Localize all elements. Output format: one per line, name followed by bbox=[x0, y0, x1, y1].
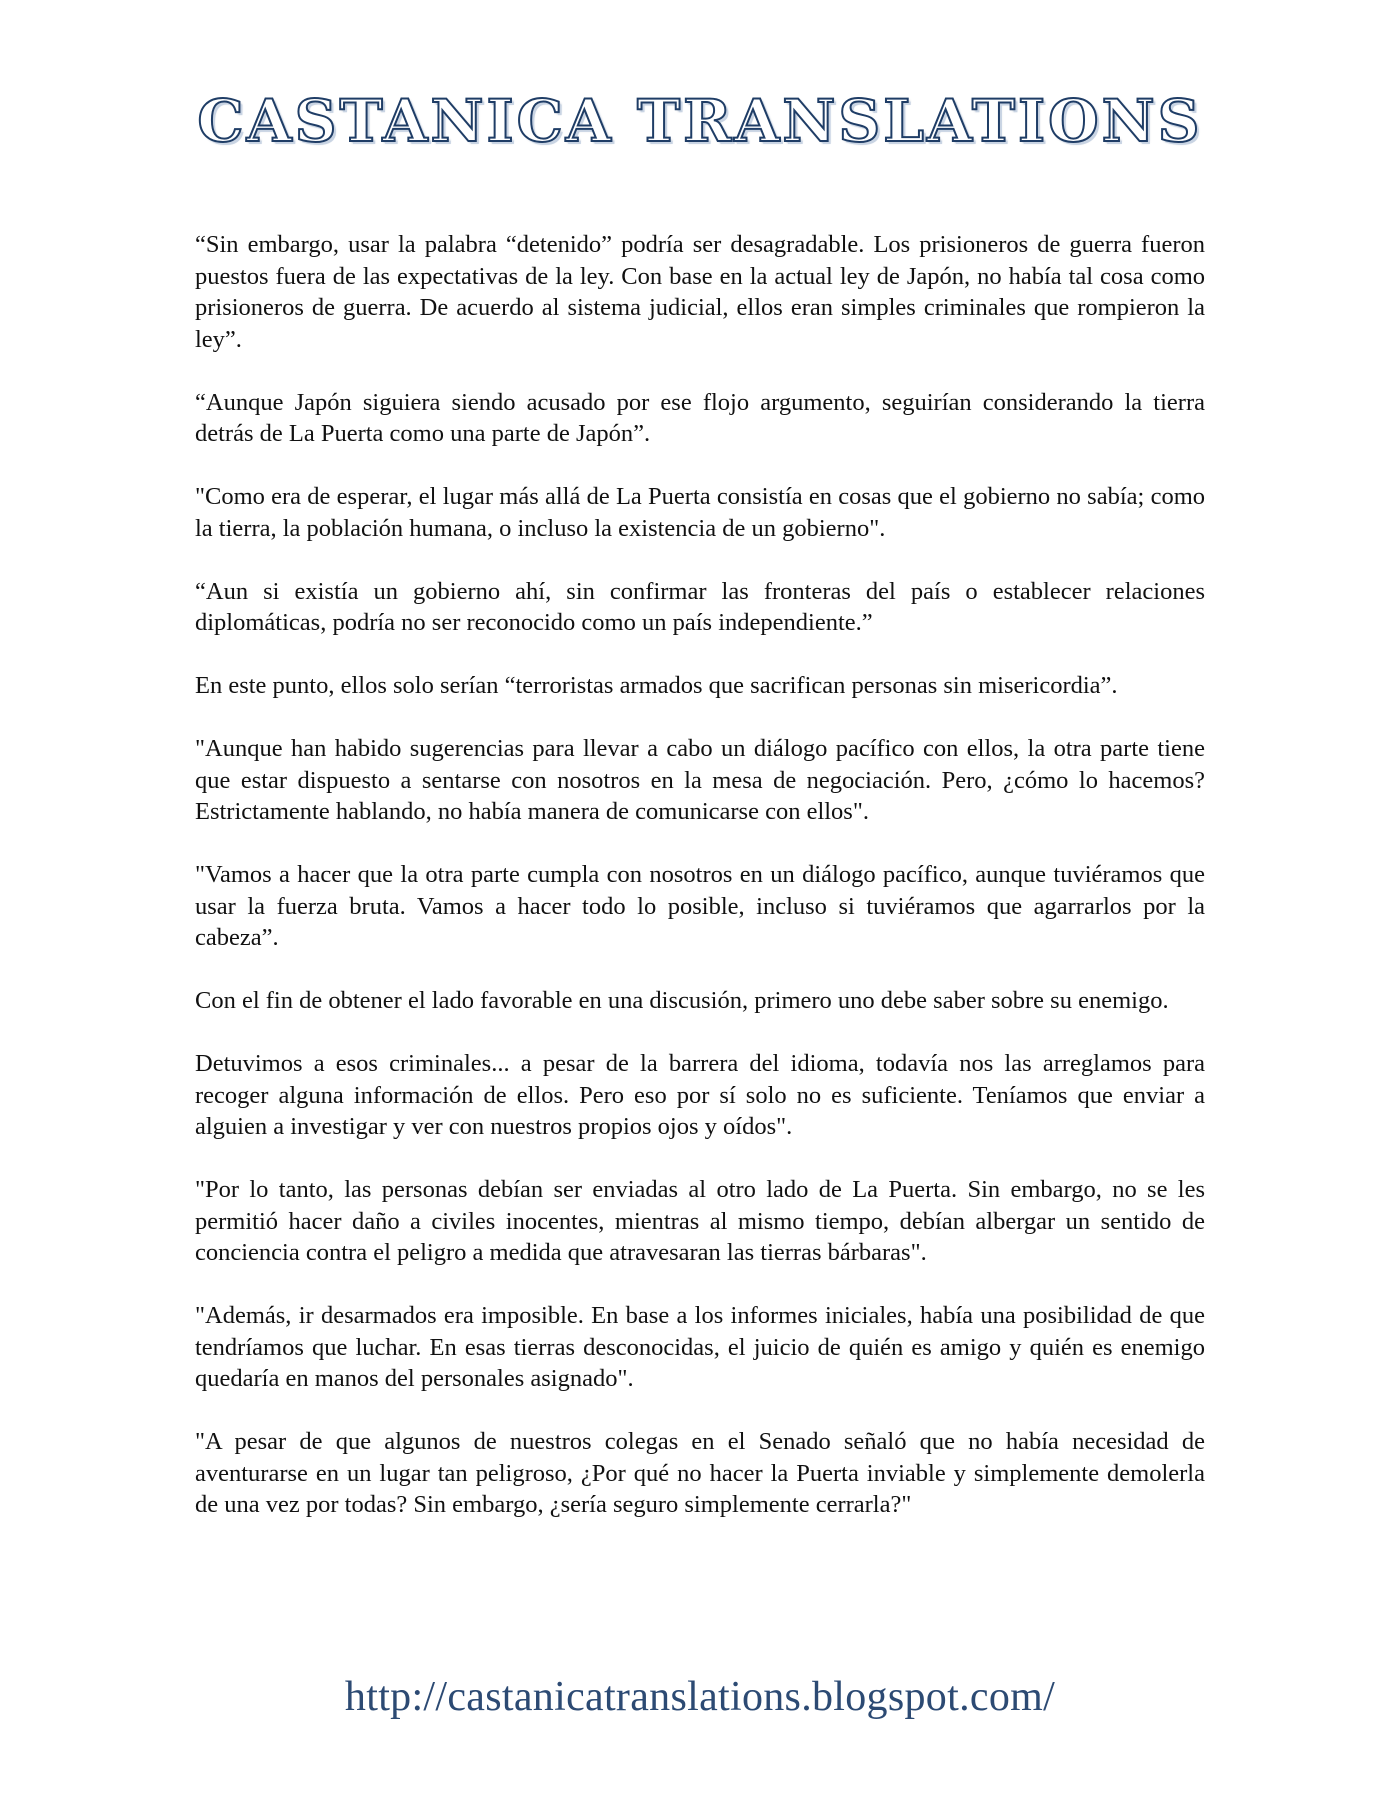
paragraph: "A pesar de que algunos de nuestros colegas en el Senado señaló que no había necesidad de aventurarse en un lugar tan peligroso, ¿Por qué no hacer la Puerta inviable y simplemente demolerla de una vez por todas? Sin embargo, ¿sería seguro simplemente cerrarla?" bbox=[195, 1428, 1205, 1518]
paragraph: “Aun si existía un gobierno ahí, sin confirmar las fronteras del país o establecer relaciones diplomáticas, podría no ser reconocido como un país independiente.” bbox=[195, 577, 1205, 636]
paragraph: Con el fin de obtener el lado favorable en una discusión, primero uno debe saber sobre su enemigo. bbox=[195, 987, 1169, 1014]
paragraph: "Como era de esperar, el lugar más allá de La Puerta consistía en cosas que el gobierno no sabía; como la tierra, la población humana, o incluso la existencia de un gobierno". bbox=[195, 483, 1205, 542]
paragraph: "Además, ir desarmados era imposible. En base a los informes iniciales, había una posibilidad de que tendríamos que luchar. En esas tierras desconocidas, el juicio de quién es amigo y quién es enemigo quedaría en manos del personales asignado". bbox=[195, 1302, 1205, 1392]
paragraph: Detuvimos a esos criminales... a pesar de la barrera del idioma, todavía nos las arreglamos para recoger alguna información de ellos. Pero eso por sí solo no es suficiente. Teníamos que enviar a alguien a investigar y ver con nuestros propios ojos y oídos". bbox=[195, 1050, 1205, 1140]
paragraph: En este punto, ellos solo serían “terroristas armados que sacrifican personas sin misericordia”. bbox=[195, 672, 1118, 699]
paragraph: “Sin embargo, usar la palabra “detenido” podría ser desagradable. Los prisioneros de guerra fueron puestos fuera de las expectativas de la ley. Con base en la actual ley de Japón, no había tal cosa como prisioneros de guerra. De acuerdo al sistema judicial, ellos eran simples criminales que rompieron la ley”. bbox=[195, 231, 1205, 353]
paragraph: “Aunque Japón siguiera siendo acusado por ese flojo argumento, seguirían considerando la tierra detrás de La Puerta como una parte de Japón”. bbox=[195, 388, 1205, 447]
footer-url-link[interactable]: http://castanicatranslations.blogspot.com/ bbox=[344, 1674, 1056, 1720]
paragraph: "Vamos a hacer que la otra parte cumpla con nosotros en un diálogo pacífico, aunque tuviéramos que usar la fuerza bruta. Vamos a hacer todo lo posible, incluso si tuviéramos que agarrarlos por la cabeza”. bbox=[195, 861, 1205, 951]
document-body bbox=[195, 229, 1205, 1521]
page-title: CASTANICA TRANSLATIONS bbox=[197, 87, 1203, 155]
paragraph: "Por lo tanto, las personas debían ser enviadas al otro lado de La Puerta. Sin embargo, no se les permitió hacer daño a civiles inocentes, mientras al mismo tiempo, debían albergar un sentido de conciencia contra el peligro a medida que atravesaran las tierras bárbaras". bbox=[195, 1176, 1205, 1266]
paragraph: "Aunque han habido sugerencias para llevar a cabo un diálogo pacífico con ellos, la otra parte tiene que estar dispuesto a sentarse con nosotros en la mesa de negociación. Pero, ¿cómo lo hacemos? Estrictamente hablando, no había manera de comunicarse con ellos". bbox=[195, 735, 1205, 825]
